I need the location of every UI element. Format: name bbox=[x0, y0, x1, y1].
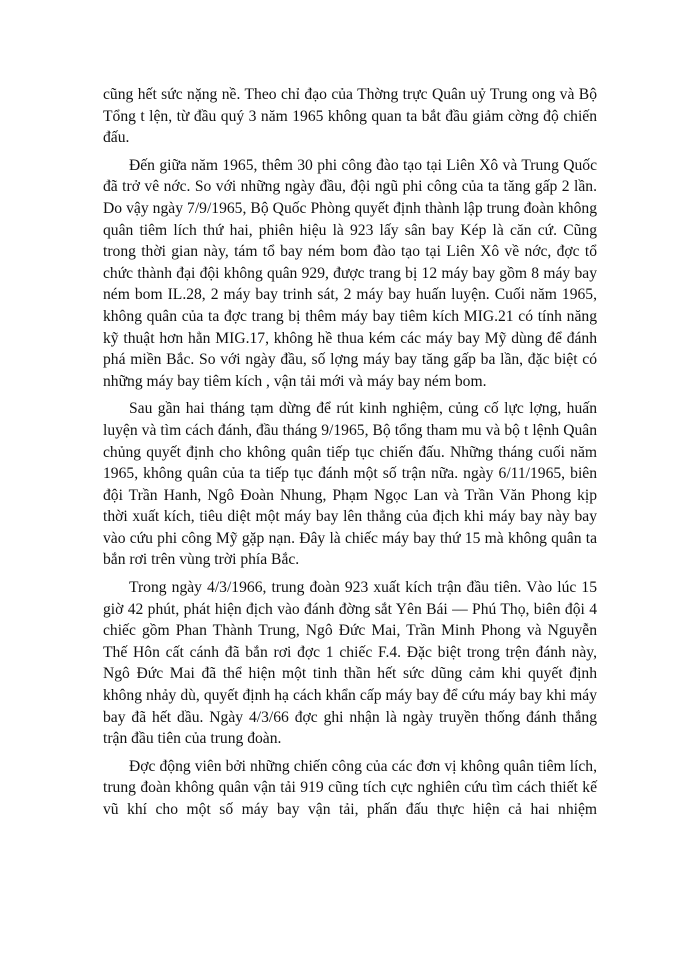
paragraph-5: Đợc động viên bởi những chiến công của các đơn vị không quân tiêm lích, trung đoàn không quân vận tải 919 cũng tích cực nghiên cứu tìm cách thiết kế vũ khí cho một số máy bay vận tải, phấn đấu thực hiện cả hai nhiệm bbox=[103, 757, 597, 818]
paragraph-4: Trong ngày 4/3/1966, trung đoàn 923 xuất kích trận đầu tiên. Vào lúc 15 giờ 42 phút, phát hiện địch vào đánh đờng sắt Yên Bái — Phú Thọ, biên đội 4 chiếc gồm Phan Thành Trung, Ngô Đức Mai, Trần Minh Phong và Nguyễn Thế Hôn cất cánh đã bắn rơi đợc 1 chiếc F.4. Đặc biệt trong trện đánh này, Ngô Đức Mai đã thể hiện một tinh thần hết sức dũng cảm khi quyết định không nhảy dù, quyết định hạ cách khẩn cấp máy bay để cứu máy bay khi máy bay đã hết dầu. Ngày 4/3/66 đợc ghi nhận là ngày truyền thống đánh thắng trận đầu tiên của trung đoàn. bbox=[103, 579, 597, 748]
document-page bbox=[103, 84, 597, 827]
paragraph-3: Sau gần hai tháng tạm dừng để rút kinh nghiệm, củng cố lực lợng, huấn luyện và tìm cách đánh, đầu tháng 9/1965, Bộ tổng tham mu và bộ t lệnh Quân chủng quyết định cho không quân tiếp tục chiến đấu. Những tháng cuối năm 1965, không quân của ta tiếp tục đánh một số trận nữa. ngày 6/11/1965, biên đội Trần Hanh, Ngô Đoàn Nhung, Phạm Ngọc Lan và Trần Văn Phong kịp thời xuất kích, tiêu diệt một máy bay lên thẳng của địch khi máy bay này bay vào cứu phi công Mỹ gặp nạn. Đây là chiếc máy bay thứ 15 mà không quân ta bắn rơi trên vùng trời phía Bắc. bbox=[103, 400, 597, 569]
paragraph-1: cũng hết sức nặng nề. Theo chỉ đạo của Thờng trực Quân uỷ Trung ong và Bộ Tổng t lện, từ đầu quý 3 năm 1965 không quan ta bắt đầu giảm cờng độ chiến đấu. bbox=[103, 86, 597, 147]
paragraph-2: Đến giữa năm 1965, thêm 30 phi công đào tạo tại Liên Xô và Trung Quốc đã trở vê nớc. So với những ngày đầu, đội ngũ phi công của ta tăng gấp 2 lần. Do vậy ngày 7/9/1965, Bộ Quốc Phòng quyết định thành lập trung đoàn không quân tiêm lích thứ hai, phiên hiệu là 923 lấy sân bay Kép là căn cứ. Cũng trong thời gian này, tám tổ bay ném bom đào tạo tại Liên Xô về nớc, đợc tổ chức thành đại đội không quân 929, được trang bị 12 máy bay gồm 8 máy bay ném bom IL.28, 2 máy bay trinh sát, 2 máy bay huấn luyện. Cuối năm 1965, không quân của ta đợc trang bị thêm máy bay tiêm kích MIG.21 có tính năng kỹ thuật hơn hẳn MIG.17, không hề thua kém các máy bay Mỹ dùng để đánh phá miền Bắc. So với ngày đầu, số lợng máy bay tăng gấp ba lần, đặc biệt có những máy bay tiêm kích , vận tải mới và máy bay ném bom. bbox=[103, 156, 597, 390]
